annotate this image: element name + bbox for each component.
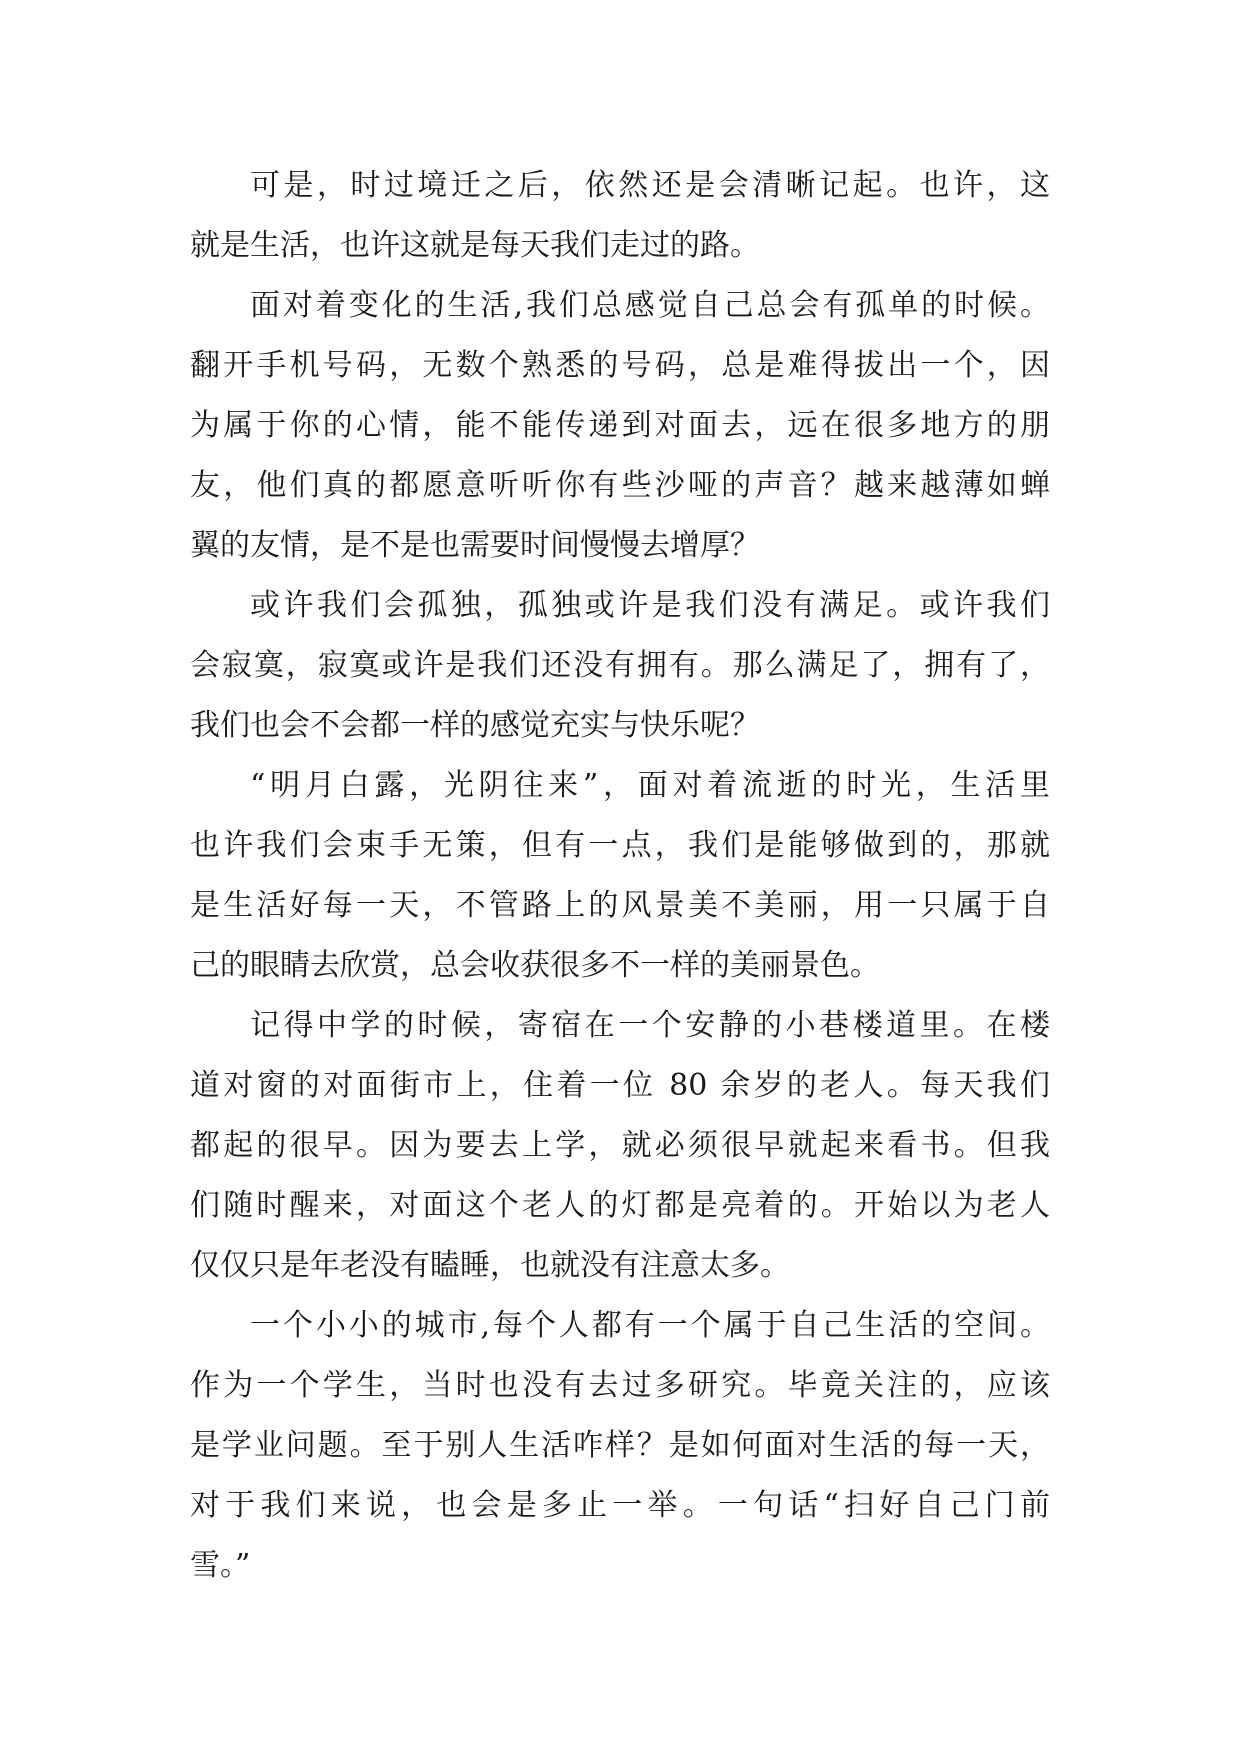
text-line: “明月白露，光阴往来”，面对着流逝的时光，生活里 [250,768,1050,803]
paragraph [190,996,1050,1296]
text-line: 雪。” [190,1548,251,1583]
document-body [190,156,1050,1596]
text-line: 就是生活，也许这就是每天我们走过的路。 [190,228,760,263]
text-line: 都起的很早。因为要去上学，就必须很早就起来看书。但我 [190,1128,1050,1163]
text-line: 翼的友情，是不是也需要时间慢慢去增厚？ [190,528,760,563]
text-line: 友，他们真的都愿意听听你有些沙哑的声音？越来越薄如蝉 [190,468,1050,503]
text-line: 们随时醒来，对面这个老人的灯都是亮着的。开始以为老人 [190,1188,1050,1223]
text-line: 我们也会不会都一样的感觉充实与快乐呢？ [190,708,760,743]
paragraph [190,1296,1050,1596]
text-line: 一个小小的城市,每个人都有一个属于自己生活的空间。 [250,1308,1050,1343]
text-line: 面对着变化的生活,我们总感觉自己总会有孤单的时候。 [250,288,1050,323]
text-line: 仅仅只是年老没有瞌睡，也就没有注意太多。 [190,1248,790,1283]
text-line: 记得中学的时候，寄宿在一个安静的小巷楼道里。在楼 [250,1008,1050,1043]
text-line: 道对窗的对面街市上，住着一位 80 余岁的老人。每天我们 [190,1068,1050,1103]
text-line: 是学业问题。至于别人生活咋样？是如何面对生活的每一天， [190,1428,1050,1463]
text-line: 为属于你的心情，能不能传递到对面去，远在很多地方的朋 [190,408,1050,443]
text-line: 也许我们会束手无策，但有一点，我们是能够做到的，那就 [190,828,1050,863]
paragraph [190,576,1050,756]
text-line: 会寂寞，寂寞或许是我们还没有拥有。那么满足了，拥有了， [190,648,1050,683]
text-line: 作为一个学生，当时也没有去过多研究。毕竟关注的，应该 [190,1368,1050,1403]
text-line: 是生活好每一天，不管路上的风景美不美丽，用一只属于自 [190,888,1050,923]
text-line: 翻开手机号码，无数个熟悉的号码，总是难得拔出一个，因 [190,348,1050,383]
paragraph [190,276,1050,576]
text-line: 或许我们会孤独，孤独或许是我们没有满足。或许我们 [250,588,1050,623]
text-line: 对于我们来说，也会是多止一举。一句话“扫好自己门前 [190,1488,1050,1523]
text-line: 己的眼睛去欣赏，总会收获很多不一样的美丽景色。 [190,948,880,983]
paragraph [190,756,1050,996]
text-line: 可是，时过境迁之后，依然还是会清晰记起。也许，这 [250,168,1050,203]
paragraph [190,156,1050,276]
